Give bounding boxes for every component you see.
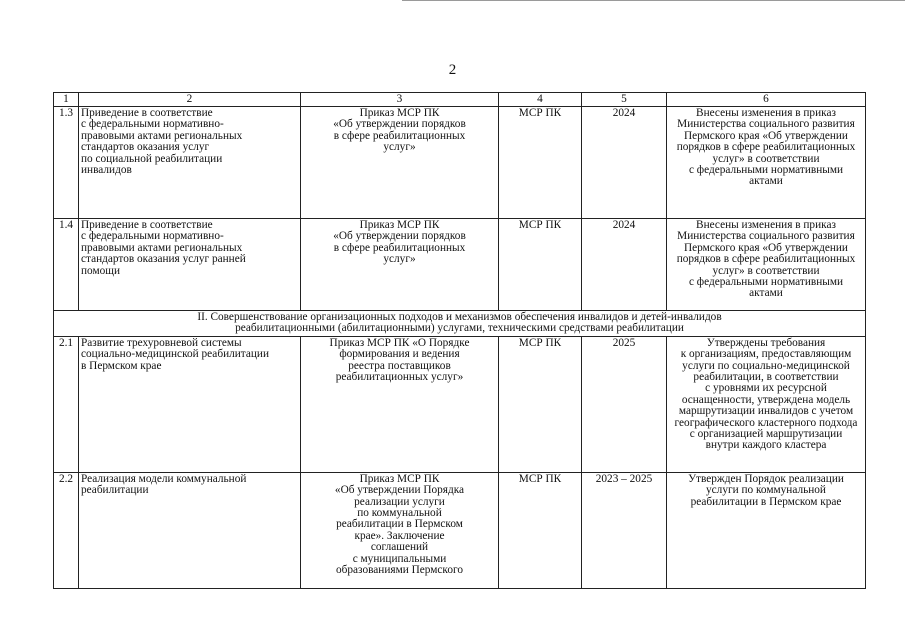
executor-cell: МСР ПК xyxy=(499,107,582,219)
column-header: 4 xyxy=(499,93,582,107)
result-cell: Утвержден Порядок реализации услуги по коммунальной реабилитации в Пермском крае xyxy=(667,472,866,588)
measure-cell: Приведение в соответствие с федеральными нормативно- правовыми актами региональных стандартов оказания услуг ранней помощи xyxy=(79,219,301,311)
row-number: 1.3 xyxy=(54,107,79,219)
term-cell: 2025 xyxy=(582,336,667,472)
table-row xyxy=(54,107,866,219)
row-number: 2.2 xyxy=(54,472,79,588)
term-cell: 2024 xyxy=(582,219,667,311)
executor-cell: МСР ПК xyxy=(499,472,582,588)
result-cell: Внесены изменения в приказ Министерства социального развития Пермского края «Об утверждении порядков в сфере реабилитационных услуг» в соответствии с федеральными нормативными актами xyxy=(667,219,866,311)
section-header-row xyxy=(54,311,866,337)
column-header: 6 xyxy=(667,93,866,107)
executor-cell: МСР ПК xyxy=(499,219,582,311)
column-header: 3 xyxy=(301,93,499,107)
row-number: 2.1 xyxy=(54,336,79,472)
table-row xyxy=(54,219,866,311)
row-number: 1.4 xyxy=(54,219,79,311)
column-header: 2 xyxy=(79,93,301,107)
table-row xyxy=(54,472,866,588)
page-number: 2 xyxy=(448,62,457,78)
section-title: II. Совершенствование организационных подходов и механизмов обеспечения инвалидов и детей-инвалидов реабилитационными (абилитационными) услугами, техническими средствами реабилитации xyxy=(54,311,866,337)
column-header: 5 xyxy=(582,93,667,107)
measure-cell: Реализация модели коммунальной реабилитации xyxy=(79,472,301,588)
document-cell: Приказ МСР ПК «Об утверждении порядков в сфере реабилитационных услуг» xyxy=(301,107,499,219)
document-cell: Приказ МСР ПК «Об утверждении порядков в сфере реабилитационных услуг» xyxy=(301,219,499,311)
executor-cell: МСР ПК xyxy=(499,336,582,472)
result-cell: Внесены изменения в приказ Министерства социального развития Пермского края «Об утверждении порядков в сфере реабилитационных услуг» в соответствии с федеральными нормативными актами xyxy=(667,107,866,219)
document-cell: Приказ МСР ПК «О Порядке формирования и ведения реестра поставщиков реабилитационных услуг» xyxy=(301,336,499,472)
column-header: 1 xyxy=(54,93,79,107)
top-edge-line xyxy=(402,0,905,1)
measure-cell: Приведение в соответствие с федеральными нормативно- правовыми актами региональных стандартов оказания услуг по социальной реабилитации инвалидов xyxy=(79,107,301,219)
result-cell: Утверждены требования к организациям, предоставляющим услуги по социально-медицинской реабилитации, в соответствии с уровнями их ресурсной оснащенности, утверждена модель маршрутизации инвалидов с учетом географического кластерного подхода с организацией маршрутизации внутри каждого кластера xyxy=(667,336,866,472)
document-cell: Приказ МСР ПК «Об утверждении Порядка реализации услуги по коммунальной реабилитации в Пермском крае». Заключение соглашений с муниципальными образованиями Пермского xyxy=(301,472,499,588)
measures-table xyxy=(53,92,866,589)
term-cell: 2023 – 2025 xyxy=(582,472,667,588)
measure-cell: Развитие трехуровневой системы социально-медицинской реабилитации в Пермском крае xyxy=(79,336,301,472)
column-number-row xyxy=(54,93,866,107)
table-row xyxy=(54,336,866,472)
term-cell: 2024 xyxy=(582,107,667,219)
